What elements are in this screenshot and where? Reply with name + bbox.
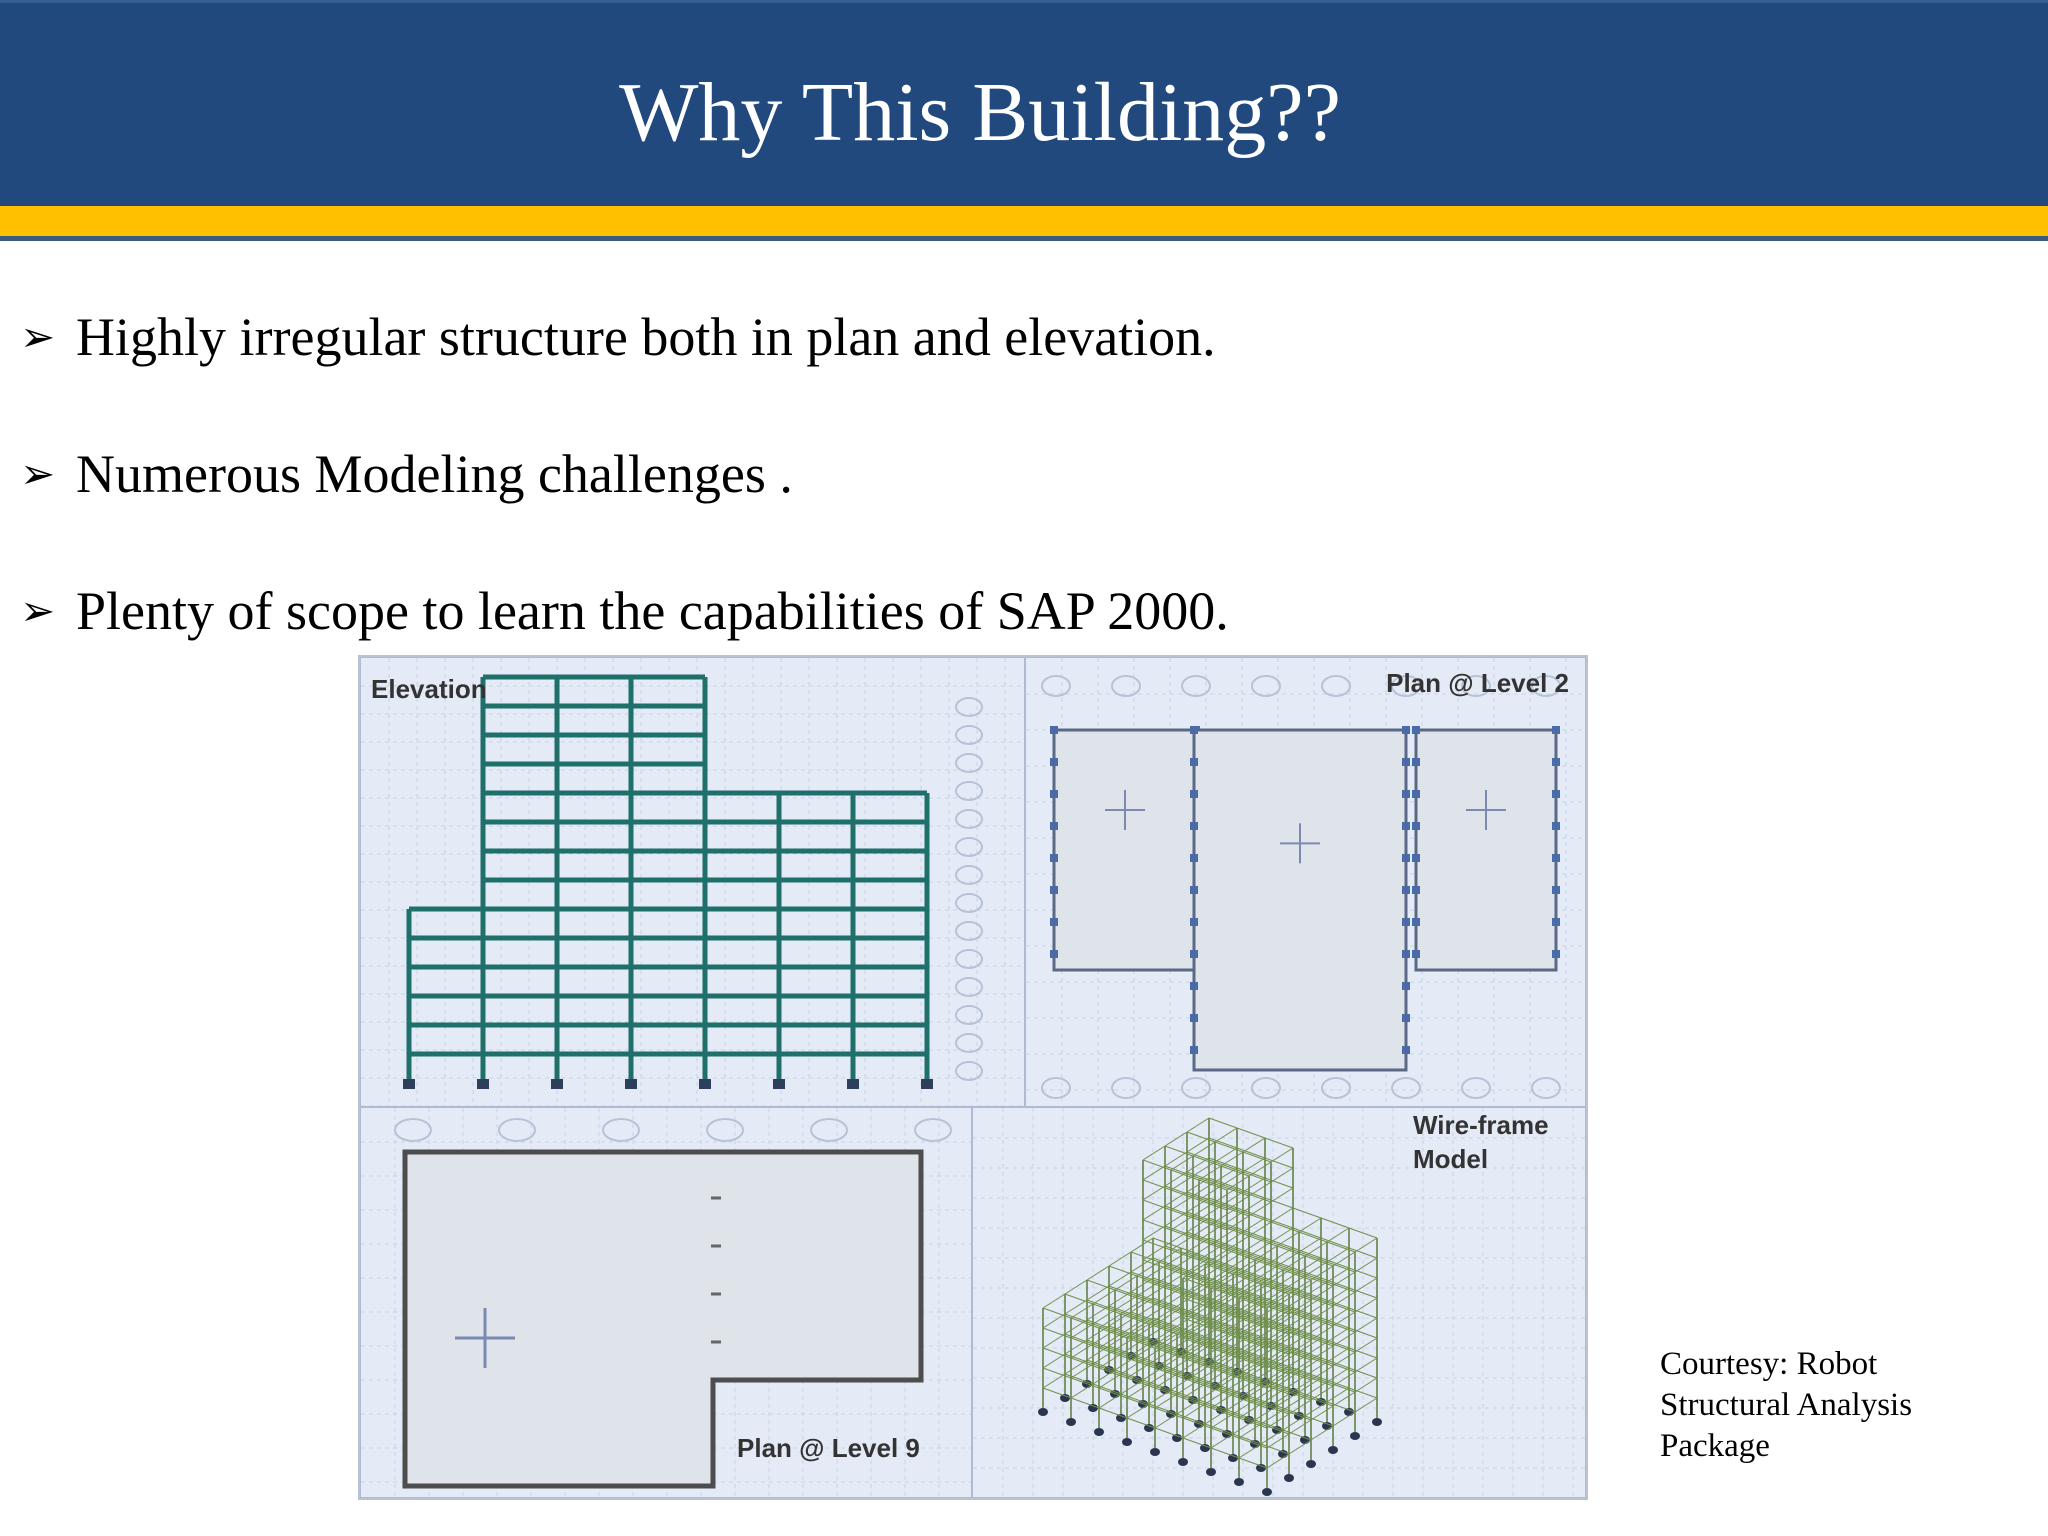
wire-beam [1043, 1334, 1065, 1348]
plan-node [1402, 950, 1410, 958]
story-marker [956, 1006, 982, 1024]
support-node [1256, 1464, 1266, 1472]
plan-node [1552, 758, 1560, 766]
plan-node [1552, 726, 1560, 734]
wire-beam [1261, 1410, 1283, 1424]
wire-beam [1193, 1142, 1215, 1156]
support-node [1206, 1468, 1216, 1476]
plan-level-2-label: Plan @ Level 2 [1386, 668, 1569, 698]
support-node [1038, 1408, 1048, 1416]
support-node [1278, 1450, 1288, 1458]
grid-bubble [1042, 1078, 1070, 1098]
grid-bubble [1392, 1078, 1420, 1098]
wire-beam [1243, 1178, 1265, 1192]
plan-node [1402, 1014, 1410, 1022]
wire-beam [1071, 1304, 1093, 1318]
wire-beam [1221, 1212, 1243, 1226]
wire-beam [1171, 1176, 1193, 1190]
plan-node [1412, 854, 1420, 862]
wire-beam [1267, 1434, 1289, 1448]
wire-beam [1043, 1314, 1065, 1328]
wire-beam [1327, 1228, 1349, 1242]
wire-beam [1305, 1302, 1327, 1316]
wire-beam [1243, 1218, 1265, 1232]
wire-beam [1155, 1374, 1177, 1388]
wire-beam [1333, 1292, 1355, 1306]
plan-node [1412, 758, 1420, 766]
wire-beam [1321, 1218, 1349, 1228]
wire-beam [1155, 1428, 1183, 1438]
plan-node [1050, 726, 1058, 734]
wire-beam [1205, 1424, 1233, 1434]
grid-bubble [1112, 1078, 1140, 1098]
wire-beam [1333, 1252, 1355, 1266]
support-node [1066, 1418, 1076, 1426]
story-marker [956, 698, 982, 716]
wire-beam [1305, 1402, 1327, 1416]
wire-beam [1211, 1434, 1233, 1448]
wire-beam [1355, 1318, 1377, 1332]
plan-node [1412, 950, 1420, 958]
support-node [1178, 1458, 1188, 1466]
wire-beam [1239, 1424, 1261, 1438]
wire-beam [1333, 1392, 1355, 1406]
wire-beam [1121, 1394, 1149, 1404]
wire-beam [1249, 1202, 1271, 1216]
plan-node [1412, 822, 1420, 830]
wire-beam [1233, 1434, 1261, 1444]
grid-bubble [1252, 676, 1280, 696]
story-marker [956, 782, 982, 800]
plan-node [1402, 822, 1410, 830]
support-node [1060, 1394, 1070, 1402]
support-node [1372, 1418, 1382, 1426]
wire-beam [1143, 1146, 1165, 1160]
wire-beam [1327, 1348, 1349, 1362]
plan-node [1402, 726, 1410, 734]
wire-beam [1333, 1352, 1355, 1366]
grid-bubble [1112, 676, 1140, 696]
support-node [1150, 1448, 1160, 1456]
wire-beam [1071, 1324, 1093, 1338]
accent-bar [0, 206, 2048, 236]
grid-bubble [915, 1119, 951, 1141]
wire-beam [1327, 1368, 1349, 1382]
support-node [1350, 1432, 1360, 1440]
wire-beam [1237, 1128, 1265, 1138]
wire-beam [1221, 1152, 1243, 1166]
support-node [1144, 1424, 1154, 1432]
wire-beam [1327, 1308, 1349, 1322]
plan-node [1190, 982, 1198, 990]
wire-beam [1215, 1128, 1237, 1142]
grid-bubble [1462, 1078, 1490, 1098]
support-node [1088, 1404, 1098, 1412]
arrow-bullet-icon: ➢ [20, 586, 56, 635]
wire-beam [1071, 1398, 1099, 1408]
support-node [1172, 1434, 1182, 1442]
grid-bubble [1532, 1078, 1560, 1098]
wire-beam [1143, 1166, 1165, 1180]
wire-beam [1211, 1414, 1233, 1428]
plan-level-2-drawing [1026, 658, 1586, 1107]
support-node [1322, 1422, 1332, 1430]
story-marker [956, 838, 982, 856]
wire-beam [1305, 1242, 1327, 1256]
plan-node [1552, 950, 1560, 958]
plan-node [1412, 790, 1420, 798]
story-marker [956, 754, 982, 772]
wire-beam [1239, 1444, 1261, 1458]
wire-beam [1087, 1266, 1109, 1280]
plan-node [1552, 886, 1560, 894]
plan-node [1402, 854, 1410, 862]
support-node [1234, 1478, 1244, 1486]
wire-beam [1249, 1222, 1271, 1236]
plan-node [1552, 822, 1560, 830]
plan-node [1050, 790, 1058, 798]
wire-beam [1043, 1388, 1071, 1398]
wire-beam [1093, 1384, 1121, 1394]
wire-beam [1267, 1454, 1289, 1468]
wire-beam [1299, 1218, 1321, 1232]
plan-level-9-label: Plan @ Level 9 [737, 1433, 920, 1463]
plan-node [1190, 726, 1198, 734]
wire-beam [1305, 1382, 1327, 1396]
wire-beam [1355, 1298, 1377, 1312]
story-marker [956, 866, 982, 884]
wire-beam [1183, 1438, 1211, 1448]
story-marker [956, 726, 982, 744]
wire-beam [1193, 1162, 1215, 1176]
bullet-item [20, 579, 1229, 643]
story-marker [956, 1062, 982, 1080]
plan-node [1190, 918, 1198, 926]
wire-beam [1043, 1354, 1065, 1368]
wire-beam [1271, 1208, 1293, 1222]
support-node [625, 1079, 637, 1089]
wire-beam [1243, 1138, 1265, 1152]
bullet-text: Highly irregular structure both in plan and elevation. [76, 307, 1216, 367]
wire-beam [1143, 1206, 1165, 1220]
support-node [1116, 1414, 1126, 1422]
wireframe-panel [972, 1107, 1586, 1498]
plan-node [1402, 982, 1410, 990]
wire-beam [1221, 1232, 1243, 1246]
wire-beam [1355, 1278, 1377, 1292]
support-node [1122, 1438, 1132, 1446]
grid-bubble [811, 1119, 847, 1141]
plan-node [1050, 950, 1058, 958]
plan-level-9-panel [360, 1107, 972, 1498]
plan-node [1412, 726, 1420, 734]
support-node [847, 1079, 859, 1089]
wire-beam [1071, 1344, 1093, 1358]
wire-beam [1355, 1358, 1377, 1372]
story-marker [956, 922, 982, 940]
wire-beam [1155, 1414, 1177, 1428]
plan-node [1050, 886, 1058, 894]
wire-beam [1155, 1394, 1177, 1408]
wire-beam [1271, 1222, 1299, 1232]
wire-beam [1327, 1248, 1349, 1262]
wire-beam [1221, 1192, 1243, 1206]
wire-beam [1267, 1414, 1289, 1428]
wire-beam [1355, 1258, 1377, 1272]
grid-bubble [1322, 676, 1350, 696]
support-node [1200, 1444, 1210, 1452]
wire-beam [1221, 1172, 1243, 1186]
story-marker [956, 810, 982, 828]
support-node [1094, 1428, 1104, 1436]
wire-beam [1261, 1430, 1283, 1444]
wire-beam [1333, 1332, 1355, 1346]
wire-beam [1265, 1138, 1293, 1148]
support-node [921, 1079, 933, 1089]
wire-beam [1099, 1354, 1121, 1368]
wire-beam [1065, 1280, 1087, 1294]
wire-beam [1277, 1232, 1299, 1246]
plan-node [1552, 854, 1560, 862]
plan-node [1402, 886, 1410, 894]
plan-node [1402, 758, 1410, 766]
plan-node [1050, 854, 1058, 862]
support-node [477, 1079, 489, 1089]
wire-beam [1327, 1328, 1349, 1342]
wire-beam [1165, 1132, 1187, 1146]
wire-beam [1187, 1118, 1209, 1132]
wire-beam [1143, 1186, 1165, 1200]
wire-beam [1087, 1286, 1109, 1300]
slide-title: Why This Building?? [619, 66, 1341, 159]
wire-beam [1109, 1252, 1131, 1266]
story-marker [956, 1034, 982, 1052]
plan-node [1190, 1046, 1198, 1054]
wireframe-label: Wire-frame Model [1413, 1110, 1549, 1174]
support-node [773, 1079, 785, 1089]
structural-model-figure [358, 655, 1588, 1500]
grid-bubble [499, 1119, 535, 1141]
support-node [551, 1079, 563, 1089]
wire-beam [1305, 1322, 1327, 1336]
wire-beam [1289, 1400, 1311, 1414]
wire-beam [1183, 1384, 1205, 1398]
accent-divider [0, 236, 2048, 241]
wire-beam [1271, 1188, 1293, 1202]
wire-beam [1305, 1262, 1327, 1276]
wire-beam [1239, 1404, 1261, 1418]
wire-beam [1333, 1312, 1355, 1326]
wire-beam [1249, 1162, 1271, 1176]
plan-slab [1416, 730, 1556, 970]
wire-beam [1355, 1238, 1377, 1252]
plan-node [1402, 790, 1410, 798]
grid-bubble [1182, 1078, 1210, 1098]
wire-beam [1355, 1398, 1377, 1412]
wire-beam [1305, 1282, 1327, 1296]
wire-beam [1261, 1390, 1283, 1404]
bullet-text: Numerous Modeling challenges . [76, 444, 793, 504]
plan-node [1190, 822, 1198, 830]
wire-beam [1109, 1272, 1131, 1286]
plan-node [1190, 886, 1198, 894]
wire-beam [1127, 1418, 1155, 1428]
wire-beam [1243, 1158, 1265, 1172]
plan-node [1190, 758, 1198, 766]
plan-node [1050, 918, 1058, 926]
bullet-text: Plenty of scope to learn the capabilities of SAP 2000. [76, 581, 1229, 641]
support-node [1262, 1488, 1272, 1496]
plan-node [1190, 1014, 1198, 1022]
wire-beam [1355, 1338, 1377, 1352]
wire-beam [1215, 1142, 1243, 1152]
plan-slab [1194, 730, 1406, 1070]
wire-beam [1305, 1362, 1327, 1376]
wire-beam [1131, 1238, 1153, 1252]
wire-beam [1271, 1168, 1293, 1182]
wire-beam [1183, 1404, 1205, 1418]
wire-beam [1249, 1182, 1271, 1196]
wire-beam [1127, 1364, 1149, 1378]
wire-beam [1211, 1448, 1239, 1458]
wire-beam [1305, 1342, 1327, 1356]
wire-beam [1249, 1242, 1271, 1256]
wire-beam [1215, 1148, 1237, 1162]
wire-beam [1311, 1426, 1333, 1440]
wire-beam [1271, 1228, 1293, 1242]
grid-bubble [707, 1119, 743, 1141]
support-node [1284, 1474, 1294, 1482]
elevation-drawing [361, 658, 1025, 1107]
support-node [1344, 1408, 1354, 1416]
wire-beam [1243, 1152, 1271, 1162]
support-node [1228, 1454, 1238, 1462]
elevation-label: Elevation [371, 674, 487, 704]
story-marker [956, 950, 982, 968]
grid-bubble [603, 1119, 639, 1141]
wire-beam [1127, 1384, 1149, 1398]
wire-beam [1187, 1138, 1209, 1152]
wire-beam [1099, 1394, 1121, 1408]
grid-bubble [1322, 1078, 1350, 1098]
wire-beam [1311, 1406, 1333, 1420]
wire-beam [1093, 1310, 1115, 1324]
wire-beam [1289, 1440, 1311, 1454]
arrow-bullet-icon: ➢ [20, 449, 56, 498]
plan-level-2-panel [1025, 657, 1586, 1107]
wire-beam [1293, 1208, 1321, 1218]
grid-bubble [1252, 1078, 1280, 1098]
wire-beam [1299, 1238, 1321, 1252]
wire-beam [1243, 1198, 1265, 1212]
support-node [1300, 1436, 1310, 1444]
wire-beam [1211, 1394, 1233, 1408]
wire-beam [1043, 1294, 1065, 1308]
wire-beam [1071, 1384, 1093, 1398]
plan-node [1190, 950, 1198, 958]
wire-beam [1177, 1414, 1205, 1424]
plan-node [1190, 854, 1198, 862]
wire-beam [1277, 1252, 1299, 1266]
support-node [699, 1079, 711, 1089]
plan-node [1050, 758, 1058, 766]
wire-beam [1327, 1388, 1349, 1402]
wire-beam [1289, 1420, 1311, 1434]
wire-beam [1327, 1288, 1349, 1302]
wire-beam [1355, 1378, 1377, 1392]
courtesy-note: Courtesy: Robot Structural Analysis Package [1660, 1346, 1913, 1464]
plan-node [1190, 790, 1198, 798]
grid-bubble [395, 1119, 431, 1141]
grid-bubble [1042, 676, 1070, 696]
bullet-item [20, 442, 793, 506]
plan-node [1402, 918, 1410, 926]
wire-beam [1311, 1386, 1333, 1400]
wire-beam [1271, 1148, 1293, 1162]
wire-beam [1127, 1404, 1149, 1418]
wire-beam [1187, 1132, 1215, 1142]
wire-beam [1065, 1300, 1087, 1314]
story-marker [956, 894, 982, 912]
wire-beam [1327, 1242, 1355, 1252]
plan-slab [1054, 730, 1196, 970]
story-marker [956, 978, 982, 996]
wire-beam [1333, 1412, 1355, 1426]
wire-beam [1327, 1268, 1349, 1282]
plan-node [1412, 886, 1420, 894]
wire-beam [1099, 1374, 1121, 1388]
wire-beam [1115, 1296, 1137, 1310]
wire-beam [1283, 1416, 1305, 1430]
wire-beam [1183, 1424, 1205, 1438]
arrow-bullet-icon: ➢ [20, 312, 56, 361]
wire-beam [1065, 1374, 1093, 1384]
wire-beam [1261, 1444, 1289, 1454]
plan-node [1552, 918, 1560, 926]
wire-beam [1333, 1372, 1355, 1386]
wire-beam [1333, 1272, 1355, 1286]
elevation-panel [360, 657, 1025, 1107]
bullet-item [20, 305, 1216, 369]
support-node [403, 1079, 415, 1089]
wire-beam [1093, 1290, 1115, 1304]
plan-node [1552, 790, 1560, 798]
wire-beam [1165, 1152, 1187, 1166]
wire-beam [1131, 1258, 1153, 1272]
plan-node [1412, 918, 1420, 926]
support-node [1306, 1460, 1316, 1468]
wire-beam [1071, 1364, 1093, 1378]
title-bar [0, 0, 2048, 206]
plan-node [1402, 1046, 1410, 1054]
support-node [1328, 1446, 1338, 1454]
wire-beam [1043, 1374, 1065, 1388]
plan-node [1050, 822, 1058, 830]
